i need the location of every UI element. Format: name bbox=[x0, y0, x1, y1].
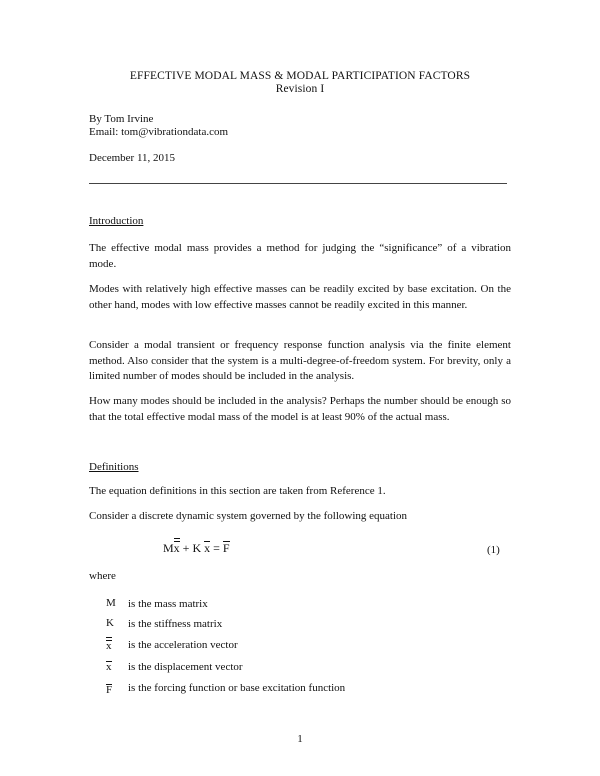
eq-mass-symbol: M bbox=[163, 541, 174, 555]
date-line: December 11, 2015 bbox=[89, 152, 176, 164]
term-symbol-stiffness: K bbox=[106, 617, 114, 629]
term-description-stiffness: is the stiffness matrix bbox=[128, 618, 223, 630]
page-number: 1 bbox=[297, 733, 303, 745]
term-symbol-acceleration: x bbox=[106, 640, 112, 652]
revision-label: Revision I bbox=[275, 83, 325, 95]
intro-paragraph-1: The effective modal mass provides a method for judging the “significance” of a vibration mode. bbox=[89, 242, 511, 270]
term-symbol-displacement: x bbox=[106, 661, 112, 673]
eq-displacement-symbol: x bbox=[204, 541, 211, 555]
intro-paragraph-3: Consider a modal transient or frequency response function analysis via the finite element method. Also consider that the system is a multi-degree-of-freedom system. For brevity, only a limited number of modes should be included in the analysis. bbox=[89, 339, 511, 382]
eq-stiffness-symbol: K bbox=[192, 541, 202, 555]
term-description-force: is the forcing function or base excitation function bbox=[128, 682, 346, 694]
term-description-mass: is the mass matrix bbox=[128, 598, 208, 610]
equation-1 bbox=[163, 541, 230, 556]
definitions-heading: Definitions bbox=[89, 461, 139, 473]
definitions-paragraph-2: Consider a discrete dynamic system governed by the following equation bbox=[89, 510, 408, 522]
horizontal-divider bbox=[89, 183, 507, 184]
author-line: By Tom Irvine bbox=[89, 113, 154, 125]
term-symbol-mass: M bbox=[106, 597, 116, 609]
term-symbol-force: F bbox=[106, 684, 113, 696]
term-description-acceleration: is the acceleration vector bbox=[128, 639, 238, 651]
definitions-paragraph-1: The equation definitions in this section are taken from Reference 1. bbox=[89, 485, 386, 497]
where-label: where bbox=[89, 570, 116, 582]
email-line: Email: tom@vibrationdata.com bbox=[89, 126, 229, 138]
equation-number: (1) bbox=[487, 544, 500, 556]
introduction-heading: Introduction bbox=[89, 215, 144, 227]
eq-plus: + bbox=[179, 541, 193, 555]
eq-acceleration-symbol: x bbox=[173, 541, 180, 555]
eq-force-symbol: F bbox=[222, 541, 230, 555]
intro-paragraph-4: How many modes should be included in the analysis? Perhaps the number should be enough so that the total effective modal mass of the model is at least 90% of the actual mass. bbox=[89, 395, 511, 423]
eq-equals: = bbox=[210, 541, 223, 555]
document-title: EFFECTIVE MODAL MASS & MODAL PARTICIPATION FACTORS bbox=[129, 70, 471, 82]
intro-paragraph-2: Modes with relatively high effective masses can be readily excited by base excitation. On the other hand, modes with low effective masses cannot be readily excited in this manner. bbox=[89, 283, 511, 311]
term-description-displacement: is the displacement vector bbox=[128, 661, 243, 673]
